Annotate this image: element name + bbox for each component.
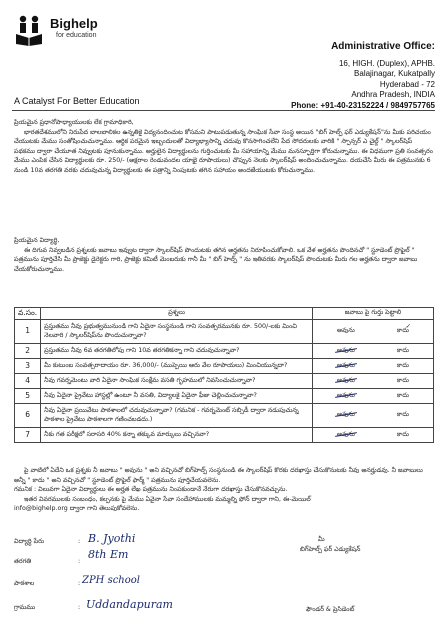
- colon-separator: :: [78, 604, 81, 611]
- brand-name: Bighelp: [50, 16, 98, 31]
- village-label: గ్రామము: [14, 604, 36, 611]
- school-label: పాఠశాల: [14, 580, 35, 587]
- address-line: Andhra Pradesh, INDIA: [351, 90, 435, 99]
- question-text: నీవు ఏదైనా ప్రయివేటు పాఠశాలలో చదువుచున్నావా? (గమనిక - గవర్నమెంట్ సబ్సిడీ ద్వారా నడుపుచున్న పాఠశాల ప్రైవేటు పాఠశాలగా గణించబడదు.): [41, 404, 313, 428]
- eligibility-table: [14, 307, 434, 443]
- table-row: [15, 389, 434, 404]
- col-header-questions: ప్రశ్నలు: [41, 308, 313, 320]
- answer-cell: [312, 404, 433, 428]
- answer-no-option[interactable]: కాదు: [396, 361, 409, 369]
- answer-cell: [312, 428, 433, 443]
- brand-subtitle: for education: [56, 32, 97, 39]
- answer-yes-option[interactable]: [337, 431, 355, 440]
- table-row: [15, 359, 434, 374]
- col-header-number: వ.సం.: [15, 308, 41, 320]
- row-number: 1: [15, 320, 41, 344]
- header-divider: [12, 110, 435, 111]
- answer-no-option[interactable]: కాదు: [396, 411, 409, 419]
- row-number: 5: [15, 389, 41, 404]
- answer-yes-option[interactable]: [337, 362, 355, 371]
- contact-email-line: info@bighelp.org ద్వారా గాని తెలుపుకోవలెను.: [14, 505, 140, 513]
- form-row-village: [14, 604, 81, 613]
- question-text: నీవు ఏదైనా ప్రైవేటు హాస్టల్లో ఉంటూ నీ వసతి, విద్యాలకై ఏదైనా ఫీజు చెల్లించుచున్నావా?: [41, 389, 313, 404]
- answer-yes-label: అవును: [336, 411, 355, 419]
- answer-yes-option[interactable]: అవును: [336, 327, 355, 335]
- table-row: [15, 344, 434, 359]
- colon-separator: :: [78, 580, 81, 587]
- notes-section: [14, 466, 435, 514]
- class-value[interactable]: 8th Em: [88, 548, 129, 561]
- signature-title: ఫౌండర్ & ప్రెసిడెంట్: [306, 606, 355, 613]
- notes-paragraph: ఇతర వివరములకు సంబంధం, కల్పనకు పై మేము ఏవైనా సేవా సందేహాములకు మమ్మల్ని ఫోన్ ద్వారా గాని, ఈ-మెయిల్: [24, 495, 311, 503]
- bighelp-logo: [14, 14, 124, 48]
- question-text: నీకు గత పరీక్షలో సరాసరి 40% కన్నా తక్కువ మార్కులు వచ్చినవా?: [41, 428, 313, 443]
- intro-section: [14, 118, 435, 176]
- row-number: 6: [15, 404, 41, 428]
- answer-yes-option[interactable]: [337, 392, 355, 401]
- form-row-school: [14, 580, 81, 589]
- answer-no-option[interactable]: [396, 323, 411, 336]
- answer-cell: [312, 374, 433, 389]
- row-number: 4: [15, 374, 41, 389]
- tagline: A Catalyst For Better Education: [14, 96, 140, 106]
- table-row: [15, 320, 434, 344]
- answer-yes-label: అవును: [336, 346, 355, 354]
- answer-yes-option[interactable]: [337, 411, 355, 420]
- school-value[interactable]: ZPH school: [82, 575, 140, 586]
- question-text: నీవు గవర్నమెంటు వారి ఏదైనా సాంఘిక సంక్షేమ వసతి గృహములో నివసించుచున్నావా?: [41, 374, 313, 389]
- answer-cell: [312, 359, 433, 374]
- answer-cell: [312, 389, 433, 404]
- row-number: 3: [15, 359, 41, 374]
- answer-yes-label: అవును: [336, 376, 355, 384]
- answer-cell: [312, 344, 433, 359]
- table-row: [15, 428, 434, 443]
- question-text: మీ కుటుంబ సంవత్సరాదాయం రూ. 36,000/- (ముప్పెయి ఆరు వేల రూపాయలు) మించియున్నదా?: [41, 359, 313, 374]
- row-number: 7: [15, 428, 41, 443]
- notes-paragraph: గమనిక : విలువగా ఏదైనా విద్యార్థులు ఈ అర్హత లేఖ పత్రమును నింపకుండానే నేరుగా దరఖాస్తు చేసుకొనవచ్చును.: [14, 486, 288, 494]
- address-line: Hyderabad - 72: [379, 79, 435, 89]
- notes-paragraph: పై వాటిలో ఏదేని ఒక ప్రశ్నకు నీ జవాబు " అవును " అని వచ్చినచో బిగ్‌హెల్ప్ సంస్థనుండి ఈ స్కాలర్‌షిప్ కొరకు దరఖాస్తు చేసుకొనుటకు నీవు అనర్హుడవు. నీ జవాబులు అన్నీ " కాదు " అని వచ్చినచో " స్టూడెంట్ ప్రొఫైల్ ఫార్మ్ " పత్రమును పూర్తిచేయవలెను.: [14, 467, 423, 484]
- student-name-label: విద్యార్థి పేరు: [14, 538, 45, 545]
- office-address-block: [235, 42, 435, 111]
- village-value[interactable]: Uddandapuram: [86, 598, 173, 611]
- table-row: [15, 374, 434, 389]
- colon-separator: :: [78, 538, 81, 545]
- salutation-headmaster: ప్రియమైన ప్రధానోపాధ్యాయులకు లేక గ్రామాధికారి,: [14, 119, 134, 126]
- table-header-row: [15, 308, 434, 320]
- answer-no-option[interactable]: కాదు: [396, 346, 409, 354]
- address-line: 16, HIGH. (Duplex), APHB.: [338, 58, 435, 68]
- question-text: ప్రస్తుతము నీవు 6వ తరగతిలోపు గాని 10వ తరగతికన్నా గాని చదువుచున్నావా?: [41, 344, 313, 359]
- student-section: [14, 236, 435, 274]
- book-people-logo-icon: [14, 14, 44, 46]
- class-label: తరగతి: [14, 558, 32, 565]
- answer-cell: [312, 320, 433, 344]
- signature-salutation: మీ: [318, 536, 325, 543]
- intro-paragraph: భారతదేశములోని నిరుపేద బాలబాలికల ఉన్నతికై విద్యనందించుట కోసమని పాటుపడుతున్న సాంఘిక సేవా సంస్థ అయిన "బిగ్ హెల్ప్ ఫర్ ఎడ్యుకేషన్"ను మీకు పరిచయం చేయుటకు మేము సంతోషించుచున్నాము. ఆర్థిక పరమైన ఇబ్బందులతో విద్యాభ్యాసాన్ని చదువు కొనసాగించలేని పేద సోదరులకు వారికి " స్పాన్సర్ ఎ చైల్డ్ " స్కాలర్‌షిప్ పథకము ద్వారా చేయూత నివ్వుటకు పూనుకున్నాము. అర్హులైన విద్యార్థులను గుర్తించుటకు మీ సహాయాన్ని మేము మనస్ఫూర్తిగా కోరుచున్నాము. ఈ విధముగా ప్రతి సంవత్సరం మేము ఎంపిక చేసిన విద్యార్థులకు రూ. 250/- (అక్షరాల రెండువందల యాభై రూపాయలు) చొప్పున నెలకు స్కాలర్‌షిప్ అందించుచున్నాము. దయచేసి మీరు ఈ పత్రమునకు 6 నుండి 10వ తరగతి వరకు చదువుచున్న విద్యార్థులకు ఈ పత్రాన్ని నింపుటకు తగిన సహాయం అందజేయుటకు కోరుచున్నాము.: [14, 128, 433, 174]
- form-row-student-name: [14, 538, 81, 547]
- row-number: 2: [15, 344, 41, 359]
- col-header-answer: జవాబు పై గుర్తు పెట్టాలి: [312, 308, 433, 320]
- student-paragraph: ఈ దిగువ నివ్వబడిన ప్రశ్నలకు జవాబు ఇవ్వుట ద్వారా స్కాలర్‌షిప్ పొందుటకు తగిన అర్హతను నిరూపించుకోవాలి. ఒక వేళ అర్హతను పొందినచో " స్టూడెంట్ ప్రొఫైల్ " పత్రమును పూర్తిచేసి మీ ప్రాజెక్టు డైరెక్టరు గారి, ప్రాజెక్టు కమిటీ మెంబరుకు గానీ మీ " బిగ్ హెల్ప్ " ను ఇతివరకు స్కాలర్‌షిప్ పొందుటకు మీరు గల అర్హతను ద్వారా జవాబు చేయకోరుచున్నాము.: [14, 246, 418, 273]
- answer-no-option[interactable]: కాదు: [396, 376, 409, 384]
- answer-yes-option[interactable]: [337, 377, 355, 386]
- question-text: ప్రస్తుతము నీవు ప్రభుత్వమునుండి గాని ఏదైనా సంస్థనుండి గాని సంవత్సరమునకు రూ. 500/-లకు మించి నెలవారి / స్కాలర్‌షిప్‌ను పొందుచున్నావా?: [41, 320, 313, 344]
- office-phone: Phone: +91-40-23152224 / 9849757765: [291, 100, 435, 110]
- address-line: Balajinagar, Kukatpally: [354, 69, 435, 78]
- answer-no-option[interactable]: కాదు: [396, 391, 409, 399]
- salutation-student: ప్రియమైన విద్యార్థి,: [14, 237, 60, 244]
- answer-yes-option[interactable]: [337, 347, 355, 356]
- colon-separator: :: [78, 558, 81, 565]
- answer-no-option[interactable]: కాదు: [396, 430, 409, 438]
- table-row: [15, 404, 434, 428]
- answer-yes-label: అవును: [336, 391, 355, 399]
- form-row-class: [14, 558, 81, 567]
- answer-yes-label: అవును: [336, 361, 355, 369]
- answer-yes-label: అవును: [336, 430, 355, 438]
- office-title: Administrative Office:: [331, 41, 435, 52]
- answer-no-label: కాదు: [396, 327, 409, 335]
- signature-organization: బిగ్‌హెల్ప్ ఫర్ ఎడ్యుకేషన్: [300, 546, 361, 553]
- student-name-value[interactable]: B. Jyothi: [88, 532, 136, 545]
- answer-check-mark: ✓: [405, 323, 411, 330]
